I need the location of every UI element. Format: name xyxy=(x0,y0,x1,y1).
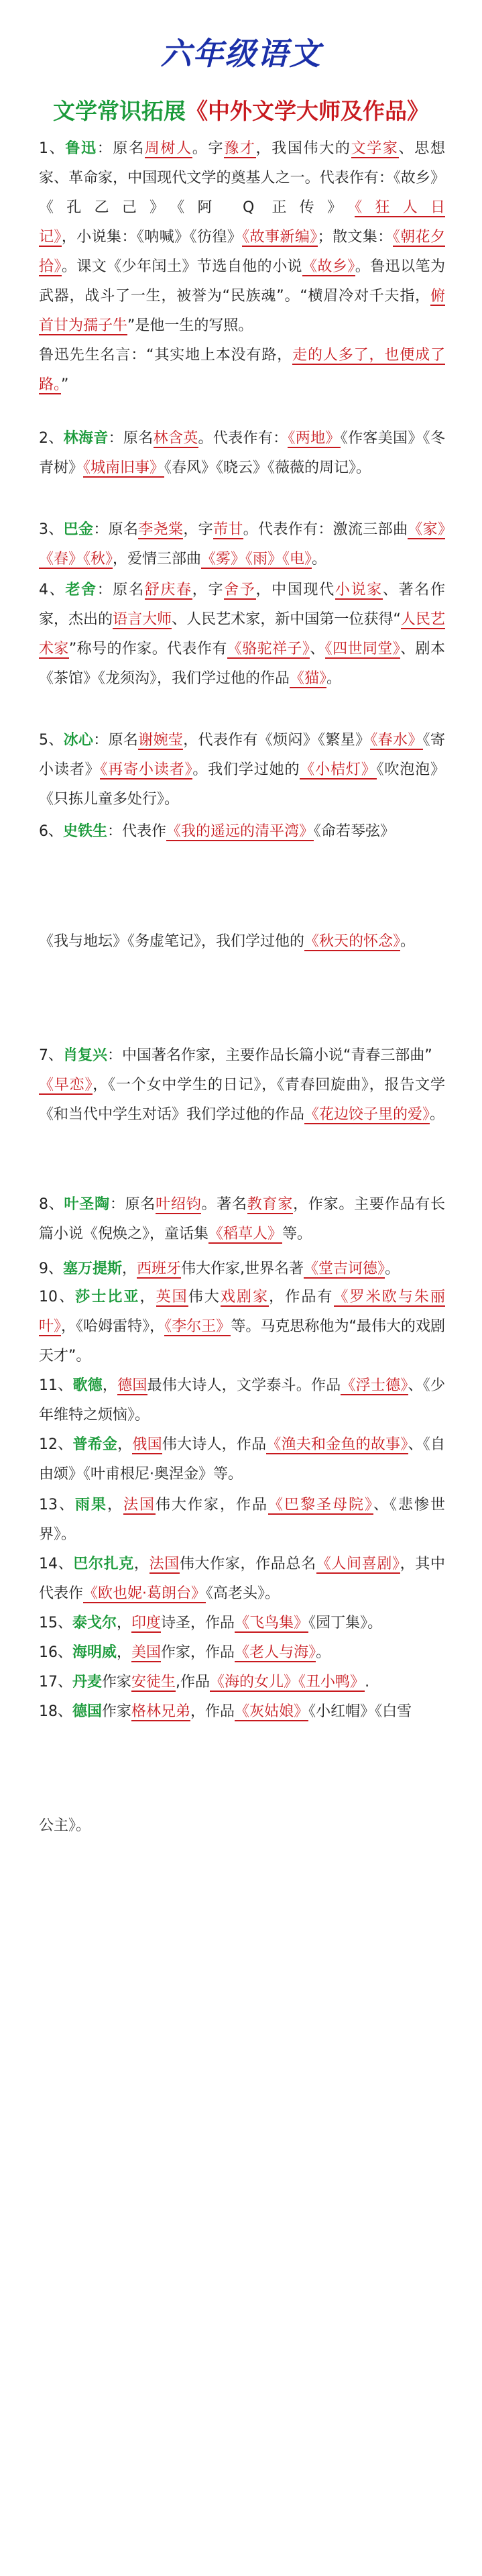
entry-text: 、《悲惨世界》。 xyxy=(39,1497,445,1543)
author-name: 鲁迅 xyxy=(65,140,97,157)
entry-grimm xyxy=(39,1697,445,1727)
highlight: 林含英 xyxy=(153,430,198,447)
author-name: 老舍 xyxy=(65,582,97,598)
highlight: 印度 xyxy=(131,1615,162,1631)
entry-text: ，我国伟大的 xyxy=(255,140,351,157)
entry-xiao-fuxing xyxy=(39,1041,445,1130)
entry-text: 、人民艺术家，新中国第一位获得“ xyxy=(172,611,401,628)
entry-text: ， xyxy=(117,1615,132,1631)
highlight: 李尧棠 xyxy=(138,521,184,538)
author-name: 冰心 xyxy=(63,732,94,749)
author-name: 莎士比亚 xyxy=(75,1289,140,1305)
highlight: 文学家 xyxy=(351,140,399,157)
entry-text: ， xyxy=(117,1436,133,1453)
entry-text: 、《自由颂》《叶甫根尼·奥涅金》等。 xyxy=(39,1436,445,1483)
entry-text: 。 xyxy=(385,1260,400,1277)
highlight: 《朝花夕拾》 xyxy=(39,229,445,275)
author-name: 海明威 xyxy=(72,1644,117,1661)
entry-lu-xun xyxy=(39,134,445,400)
page-title-prefix: 文学常识拓展 xyxy=(53,98,186,124)
author-name: 林海音 xyxy=(63,430,109,447)
highlight: 法国 xyxy=(149,1556,180,1572)
entry-text: 《园丁集》。 xyxy=(308,1615,383,1631)
highlight: 《灰姑娘》 xyxy=(235,1703,309,1720)
entry-text: 、思想家、革命家，中国现代文学的奠基人之一。代表作有：《故乡》《孔乙己》《阿 Q 正传》 xyxy=(39,140,445,216)
entry-grimm-cont xyxy=(39,1811,445,1841)
entry-text: 《寄小读者》 xyxy=(39,732,445,778)
highlight: 《雾》《雨》《电》 xyxy=(201,551,312,568)
author-name: 巴尔扎克 xyxy=(73,1556,134,1572)
entry-text: ，字 xyxy=(192,582,225,598)
author-name: 丹麦 xyxy=(72,1674,103,1690)
entry-text: 伟大作家,世界名著 xyxy=(181,1260,304,1277)
entry-text: 。 xyxy=(326,670,342,687)
entry-text: 等。 xyxy=(282,1226,312,1242)
author-name: 巴金 xyxy=(63,521,94,538)
entry-text: 《高老头》。 xyxy=(206,1585,280,1602)
highlight: 《花边饺子里的爱》 xyxy=(304,1106,430,1123)
highlight: 《巴黎圣母院》 xyxy=(267,1497,373,1513)
highlight: 格林兄弟 xyxy=(131,1703,191,1720)
highlight: 《秋天的怀念》 xyxy=(304,933,401,950)
entry-text: ：中国著名作家，主要作品长篇小说“青春三部曲” xyxy=(107,1047,432,1064)
highlight: 谢婉莹 xyxy=(138,732,184,749)
highlight: 《故乡》 xyxy=(302,258,355,275)
entry-text: ：原名 xyxy=(97,140,145,157)
entry-text: 等。马克思称他为“最伟大的戏剧天才”。 xyxy=(39,1318,445,1364)
entry-text: ，作品有 xyxy=(269,1289,334,1305)
entry-text: 伟大 xyxy=(188,1289,221,1305)
highlight: 西班牙 xyxy=(137,1260,182,1277)
entry-number: 13、 xyxy=(39,1497,75,1513)
entry-text: 。著名 xyxy=(201,1196,247,1213)
entry-number: 8、 xyxy=(39,1196,64,1213)
quote-highlight: 走的人多了，也便成了路。 xyxy=(39,347,445,393)
highlight: 《四世同堂》 xyxy=(324,641,401,657)
entry-number: 6、 xyxy=(39,823,63,840)
highlight: 美国 xyxy=(131,1644,162,1661)
entry-number: 9、 xyxy=(39,1260,63,1277)
entry-andersen xyxy=(39,1668,445,1697)
entry-lao-she xyxy=(39,576,445,694)
highlight: 《海的女儿》《丑小鸭》 xyxy=(210,1674,365,1690)
entry-text: ，《一个女中学生的日记》，《青春回旋曲》，报告文学《和当代中学生对话》我们学过他的作品 xyxy=(39,1077,445,1123)
entry-text: ， xyxy=(133,1556,149,1572)
author-name: 史铁生 xyxy=(63,823,108,840)
entry-text: ，中国现代 xyxy=(255,582,335,598)
entry-number: 3、 xyxy=(39,521,64,538)
entry-text: ， xyxy=(107,1497,123,1513)
entry-number: 18、 xyxy=(39,1703,72,1720)
entry-text: ”是他一生的写照。 xyxy=(127,317,253,334)
page-title-main: 《中外文学大师及作品》 xyxy=(186,98,429,124)
entry-bing-xin xyxy=(39,726,445,814)
page-title xyxy=(0,94,482,125)
entry-text: ， xyxy=(102,1377,118,1394)
entry-text: ，作品 xyxy=(190,1703,235,1720)
entry-text: 作家 xyxy=(102,1674,132,1690)
entry-text: 《吹泡泡》《只拣儿童多处行》。 xyxy=(39,761,445,808)
entry-text: 作家，作品 xyxy=(161,1644,235,1661)
entry-ba-jin xyxy=(39,515,445,574)
entry-text: ， xyxy=(122,1260,137,1277)
highlight: 《浮士德》 xyxy=(341,1377,408,1394)
highlight: 叶绍钧 xyxy=(156,1196,202,1213)
highlight: 《堂吉诃德》 xyxy=(304,1260,385,1277)
entry-number: 1、 xyxy=(39,140,66,157)
author-name: 塞万提斯 xyxy=(63,1260,123,1277)
entry-shi-tiesheng xyxy=(39,817,445,847)
highlight: 《人间喜剧》 xyxy=(316,1556,400,1572)
entry-number: 10、 xyxy=(39,1289,76,1305)
highlight: 法国 xyxy=(123,1497,156,1513)
entry-text: ；散文集： xyxy=(317,229,393,246)
highlight: 周树人 xyxy=(144,140,192,157)
highlight: 小说家 xyxy=(335,582,383,598)
entry-text: 。鲁迅以笔为武器，战斗了一生，被誉为“民族魂”。“横眉冷对千夫指， xyxy=(39,258,445,305)
entry-text: ：原名 xyxy=(108,430,154,447)
highlight: 《家》《春》《秋》 xyxy=(39,521,445,568)
entry-text: ，作家。主要作品有长篇小说《倪焕之》，童话集 xyxy=(39,1196,445,1242)
highlight: 德国 xyxy=(117,1377,147,1394)
entry-text: 公主》。 xyxy=(39,1817,91,1834)
entry-text: . xyxy=(365,1674,370,1690)
highlight: 人民艺术家 xyxy=(39,611,445,657)
highlight: 《我的遥远的清平湾》 xyxy=(166,823,314,840)
entry-text: 、 xyxy=(310,641,325,657)
highlight: 舒庆春 xyxy=(144,582,192,598)
entry-pushkin xyxy=(39,1430,445,1489)
quote-text: 鲁迅先生名言：“其实地上本没有路， xyxy=(39,347,293,364)
highlight: 《春水》 xyxy=(370,732,423,749)
entry-text: 。代表作有：激流三部曲 xyxy=(243,521,408,538)
entry-text: 《春风》《晓云》《薇薇的周记》。 xyxy=(164,460,371,476)
entry-text: 、著名作家，杰出的 xyxy=(39,582,445,628)
entry-text: 作家 xyxy=(102,1703,132,1720)
entry-number: 2、 xyxy=(39,430,64,447)
highlight: 戏剧家 xyxy=(220,1289,269,1305)
logo: 六年级语文 xyxy=(160,36,322,72)
highlight: 《渔夫和金鱼的故事》 xyxy=(266,1436,408,1453)
highlight: 芾甘 xyxy=(213,521,243,538)
entry-text: 诗圣，作品 xyxy=(161,1615,235,1631)
entry-text: 《我与地坛》《务虚笔记》，我们学过他的 xyxy=(39,933,305,950)
highlight: 《早恋》 xyxy=(39,1077,93,1093)
entry-text: ，小说集：《呐喊》《彷徨》 xyxy=(61,229,243,246)
entry-shakespeare xyxy=(39,1283,445,1371)
entry-hugo xyxy=(39,1491,445,1550)
author-name: 雨果 xyxy=(75,1497,107,1513)
highlight: 俄国 xyxy=(132,1436,162,1453)
entry-text: 伟大诗人，作品 xyxy=(162,1436,267,1453)
entry-number: 4、 xyxy=(39,582,66,598)
highlight: 英国 xyxy=(156,1289,188,1305)
entry-cervantes xyxy=(39,1254,445,1284)
highlight: 《稻草人》 xyxy=(208,1226,283,1242)
quote-text: ” xyxy=(61,376,69,393)
entry-text: 《命若琴弦》 xyxy=(314,823,396,840)
author-name: 叶圣陶 xyxy=(64,1196,110,1213)
entry-text: ，《哈姆雷特》， xyxy=(61,1318,165,1335)
author-name: 普希金 xyxy=(72,1436,118,1453)
entry-balzac xyxy=(39,1550,445,1609)
entry-text: 最伟大诗人，文学泰斗。作品 xyxy=(147,1377,341,1394)
highlight: 安徒生 xyxy=(131,1674,176,1690)
entry-text: 《作客美国》《冬青树》 xyxy=(39,430,445,476)
entry-number: 11、 xyxy=(39,1377,73,1394)
highlight: 《飞鸟集》 xyxy=(235,1615,309,1631)
entry-text: 。代表作有： xyxy=(198,430,288,447)
highlight: 《罗米欧与朱丽叶》 xyxy=(39,1289,445,1335)
entry-hemingway xyxy=(39,1638,445,1668)
entry-text: ：代表作 xyxy=(107,823,167,840)
highlight: 语言大师 xyxy=(113,611,172,628)
highlight: 《狂人日记》 xyxy=(39,199,445,246)
entry-text: 、剧本《茶馆》《龙须沟》，我们学过他的作品 xyxy=(39,641,445,687)
entry-text: ，代表作有《烦闷》《繁星》 xyxy=(183,732,371,749)
entry-number: 15、 xyxy=(39,1615,72,1631)
author-name: 德国 xyxy=(72,1703,103,1720)
author-name: 肖复兴 xyxy=(63,1047,108,1064)
highlight: 《猫》 xyxy=(290,670,327,687)
entry-shi-tiesheng-cont xyxy=(39,927,445,957)
entry-text: ：原名 xyxy=(109,1196,156,1213)
highlight: 《老人与海》 xyxy=(235,1644,316,1661)
entry-number: 14、 xyxy=(39,1556,74,1572)
entry-text: ：原名 xyxy=(93,732,139,749)
entry-tagore xyxy=(39,1609,445,1638)
highlight: 《李尔王》 xyxy=(164,1318,231,1335)
entry-text: ”称号的作家。代表作有 xyxy=(68,641,227,657)
highlight: 《骆驼祥子》 xyxy=(227,641,310,657)
highlight: 豫才 xyxy=(224,140,256,157)
highlight: 《两地》 xyxy=(288,430,341,447)
entry-text: ，字 xyxy=(183,521,213,538)
entry-goethe xyxy=(39,1371,445,1430)
author-name: 泰戈尔 xyxy=(72,1615,117,1631)
entry-text: 。 xyxy=(312,551,327,568)
entry-text: ， xyxy=(139,1289,156,1305)
entry-number: 17、 xyxy=(39,1674,72,1690)
entry-text: ,作品 xyxy=(176,1674,210,1690)
entry-number: 5、 xyxy=(39,732,64,749)
entry-number: 7、 xyxy=(39,1047,63,1064)
entry-text: ，其中代表作 xyxy=(39,1556,445,1602)
entry-text: 《小红帽》《白雪 xyxy=(308,1703,412,1720)
entry-text: 伟大作家，作品总名 xyxy=(179,1556,316,1572)
highlight: 《小桔灯》 xyxy=(300,761,377,778)
entry-text: 。 xyxy=(430,1106,445,1123)
entry-text: ， xyxy=(117,1644,132,1661)
highlight: 俯首甘为孺子牛 xyxy=(39,288,445,334)
entry-lin-haiyin xyxy=(39,424,445,483)
entry-text: 。 xyxy=(316,1644,331,1661)
entry-text: 、《少年维特之烦恼》。 xyxy=(39,1377,445,1424)
author-name: 歌德 xyxy=(72,1377,103,1394)
highlight: 教育家 xyxy=(247,1196,294,1213)
entry-text: 。字 xyxy=(192,140,225,157)
entry-ye-shengtao xyxy=(39,1190,445,1249)
entry-text: 。 xyxy=(400,933,416,950)
entry-number: 12、 xyxy=(39,1436,73,1453)
entry-text: ：原名 xyxy=(93,521,139,538)
highlight: 《城南旧事》 xyxy=(83,460,165,476)
entry-text: 。我们学过她的 xyxy=(192,761,300,778)
highlight: 《欧也妮·葛朗台》 xyxy=(83,1585,206,1602)
highlight: 舍予 xyxy=(224,582,256,598)
entry-text: 伟大作家，作品 xyxy=(156,1497,268,1513)
highlight: 《故事新编》 xyxy=(242,229,318,246)
entry-text: 。课文《少年闰土》节选自他的小说 xyxy=(61,258,302,275)
entry-text: ：原名 xyxy=(97,582,145,598)
entry-number: 16、 xyxy=(39,1644,72,1661)
highlight: 《再寄小读者》 xyxy=(100,761,193,778)
entry-text: ，爱情三部曲 xyxy=(113,551,202,568)
